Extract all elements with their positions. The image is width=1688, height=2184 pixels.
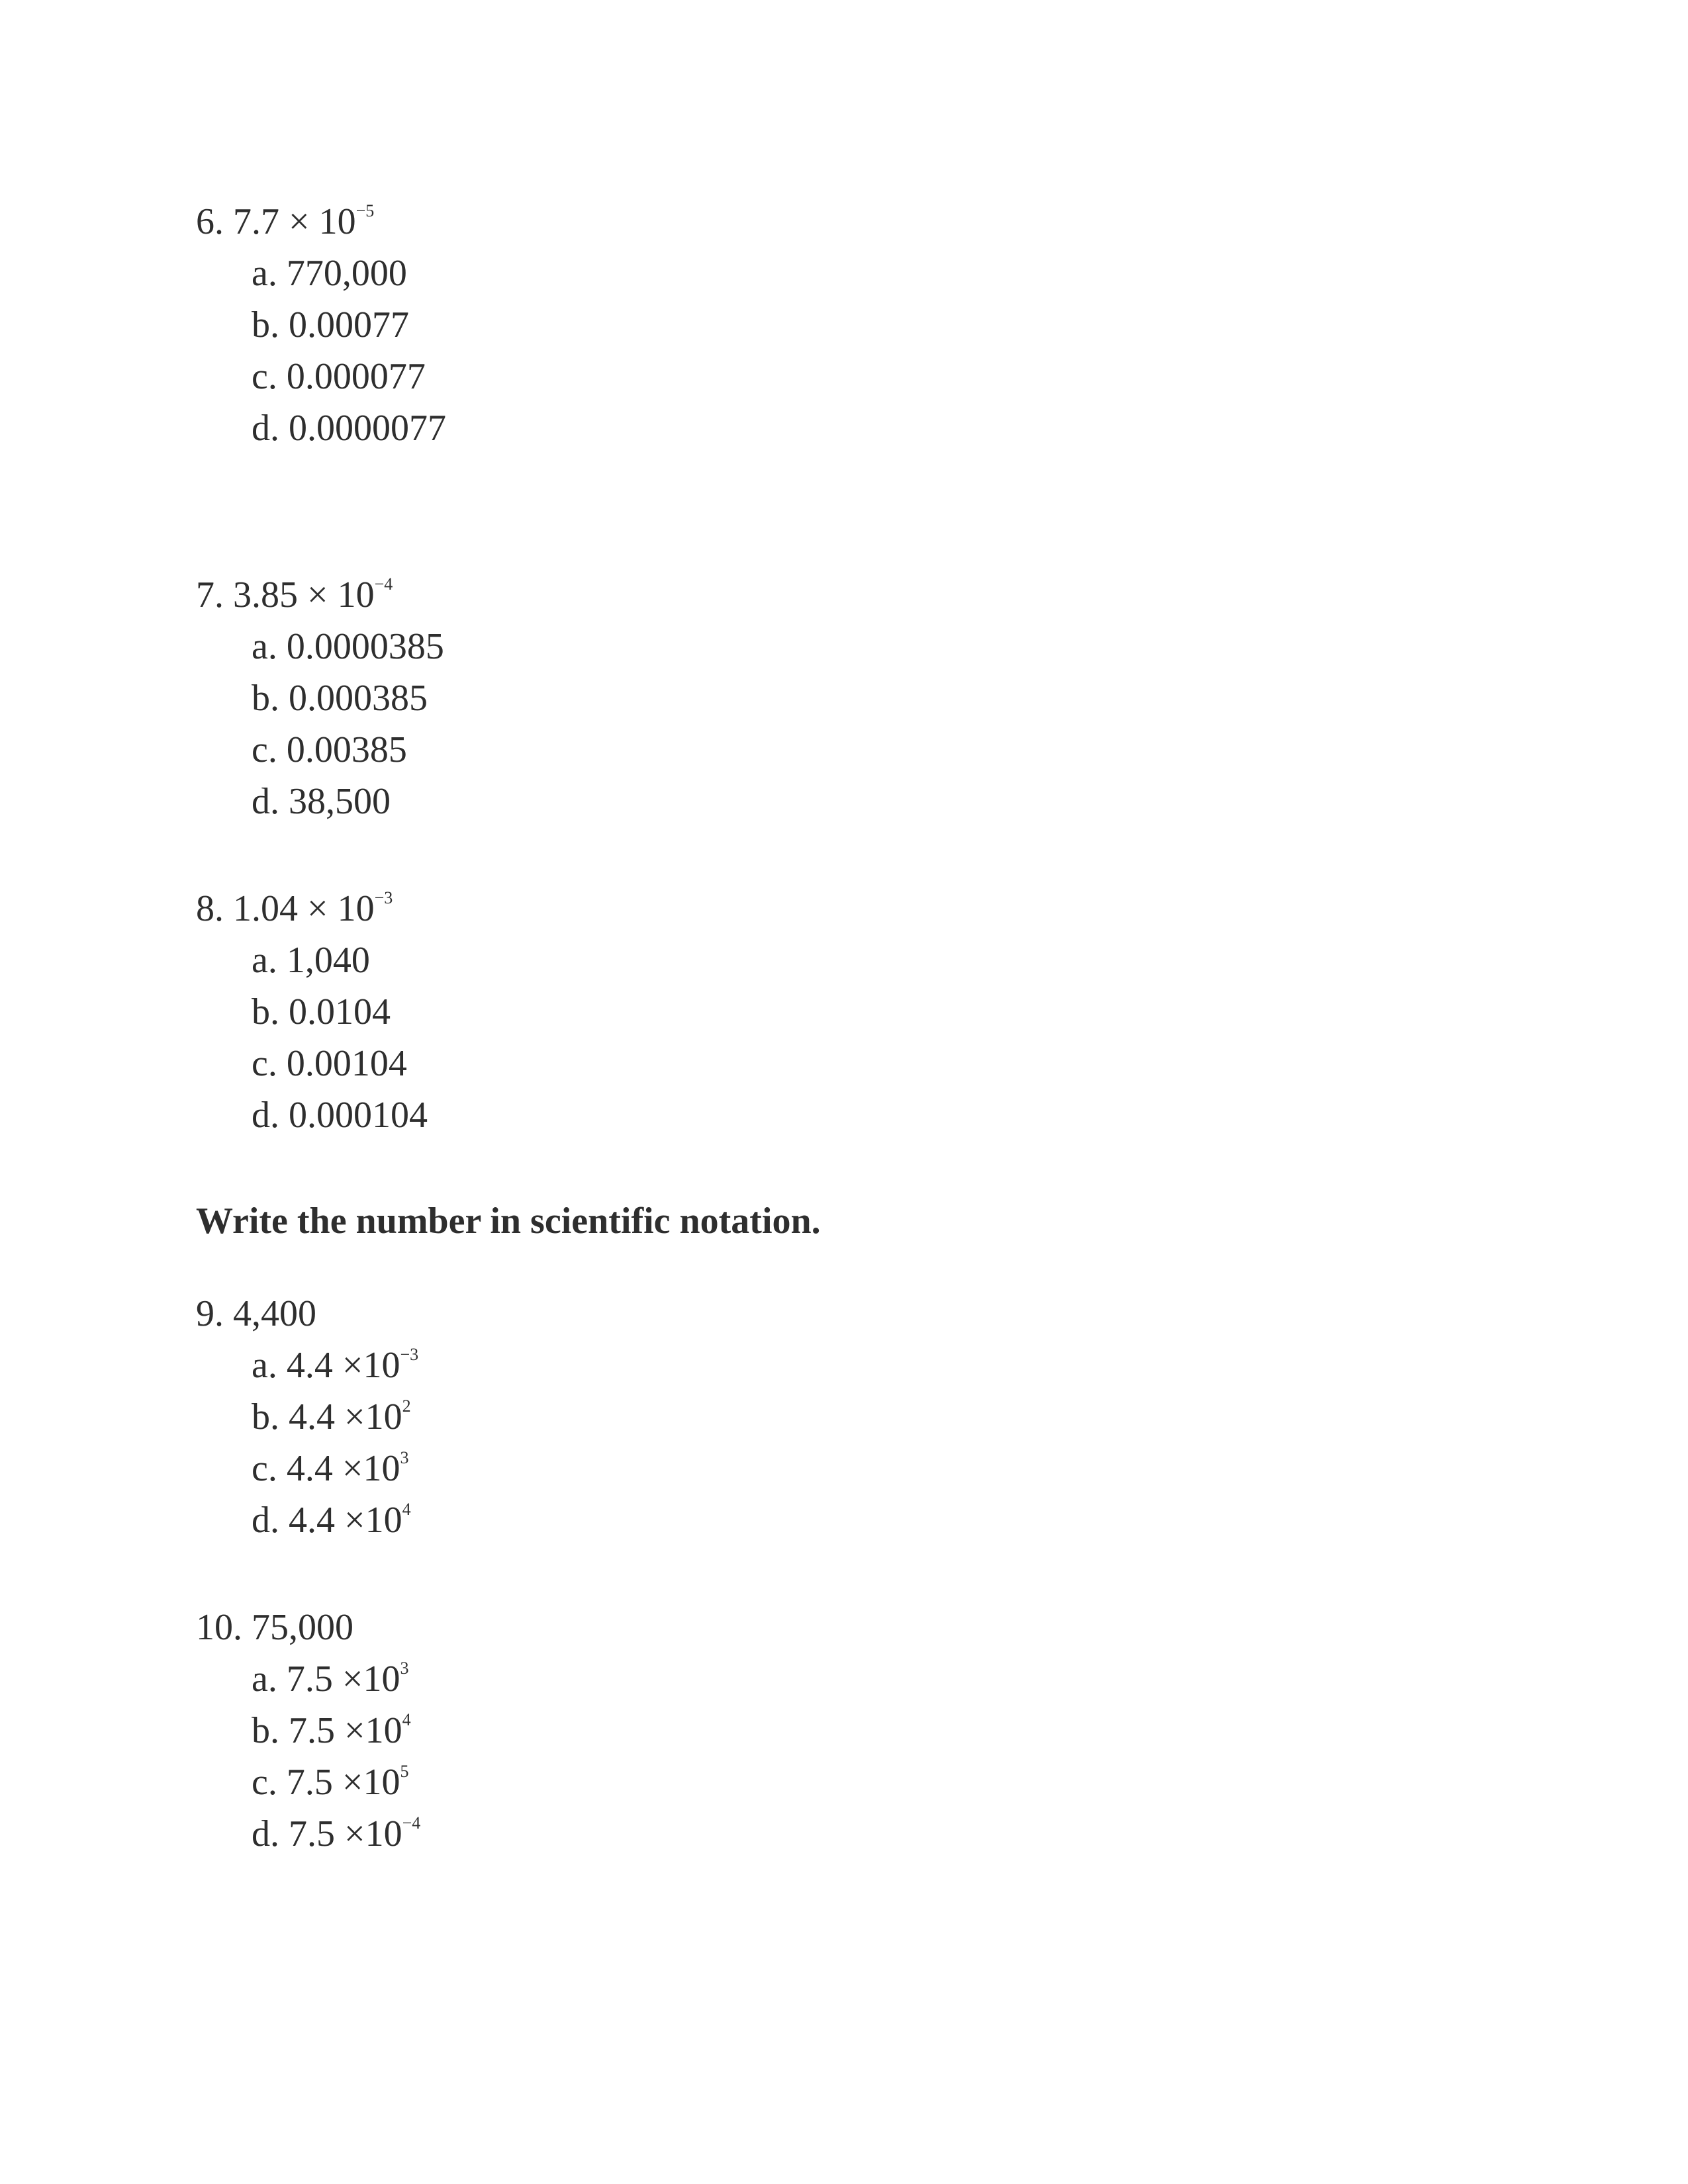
option-b: b. $7.5 \times 10^4$ — [252, 1710, 411, 1751]
exponent: −3 — [374, 888, 393, 907]
option-a: a. 0.0000385 — [252, 626, 444, 667]
option-a: a. $7.5 \times 10^3$ — [252, 1659, 409, 1700]
option-b: b. 0.0104 — [252, 991, 391, 1032]
option-c: c. $4.4 \times 10^3$ — [252, 1448, 409, 1489]
question-stem: 10. 75,000 — [196, 1607, 353, 1648]
question-7 — [196, 569, 444, 827]
question-stem: 6. $7.7 \times 10^{-5}$ — [196, 201, 375, 242]
section-instruction: Write the number in scientific notation. — [196, 1201, 821, 1242]
question-10 — [196, 1602, 420, 1860]
question-stem: 9. 4,400 — [196, 1293, 316, 1334]
option-c: c. 0.00104 — [252, 1043, 407, 1084]
option-a: a. 770,000 — [252, 253, 407, 294]
question-6 — [196, 196, 446, 454]
option-b: b. 0.00077 — [252, 304, 409, 345]
exponent: −4 — [374, 574, 393, 594]
option-d: d. $4.4 \times 10^4$ — [252, 1500, 411, 1541]
option-a: a. $4.4 \times 10^{-3}$ — [252, 1345, 419, 1386]
exponent: −3 — [400, 1345, 419, 1364]
option-a: a. 1,040 — [252, 940, 370, 981]
option-b: b. $4.4 \times 10^2$ — [252, 1396, 411, 1437]
option-c: c. 0.00385 — [252, 729, 407, 770]
option-b: b. 0.000385 — [252, 678, 428, 719]
exponent: 4 — [402, 1710, 411, 1729]
question-9 — [196, 1288, 418, 1546]
exponent: 2 — [402, 1396, 411, 1416]
question-stem: 7. $3.85 \times 10^{-4}$ — [196, 574, 393, 615]
answer-options — [196, 621, 444, 827]
exponent: 3 — [400, 1659, 409, 1678]
option-c: c. 0.000077 — [252, 356, 426, 397]
option-d: d. 0.000104 — [252, 1095, 428, 1136]
exponent: −4 — [402, 1813, 421, 1833]
answer-options — [196, 934, 428, 1141]
exponent: 4 — [402, 1500, 411, 1519]
answer-options — [196, 248, 446, 454]
answer-options — [196, 1653, 420, 1860]
question-stem: 8. $1.04 \times 10^{-3}$ — [196, 888, 393, 929]
exponent: 5 — [400, 1762, 409, 1781]
answer-options — [196, 1340, 418, 1546]
option-d: d. $7.5 \times 10^{-4}$ — [252, 1813, 421, 1854]
exponent: −5 — [355, 201, 375, 220]
exponent: 3 — [400, 1448, 409, 1467]
option-c: c. $7.5 \times 10^5$ — [252, 1762, 409, 1803]
option-d: d. 0.0000077 — [252, 408, 446, 449]
question-8 — [196, 883, 428, 1141]
option-d: d. 38,500 — [252, 781, 391, 822]
